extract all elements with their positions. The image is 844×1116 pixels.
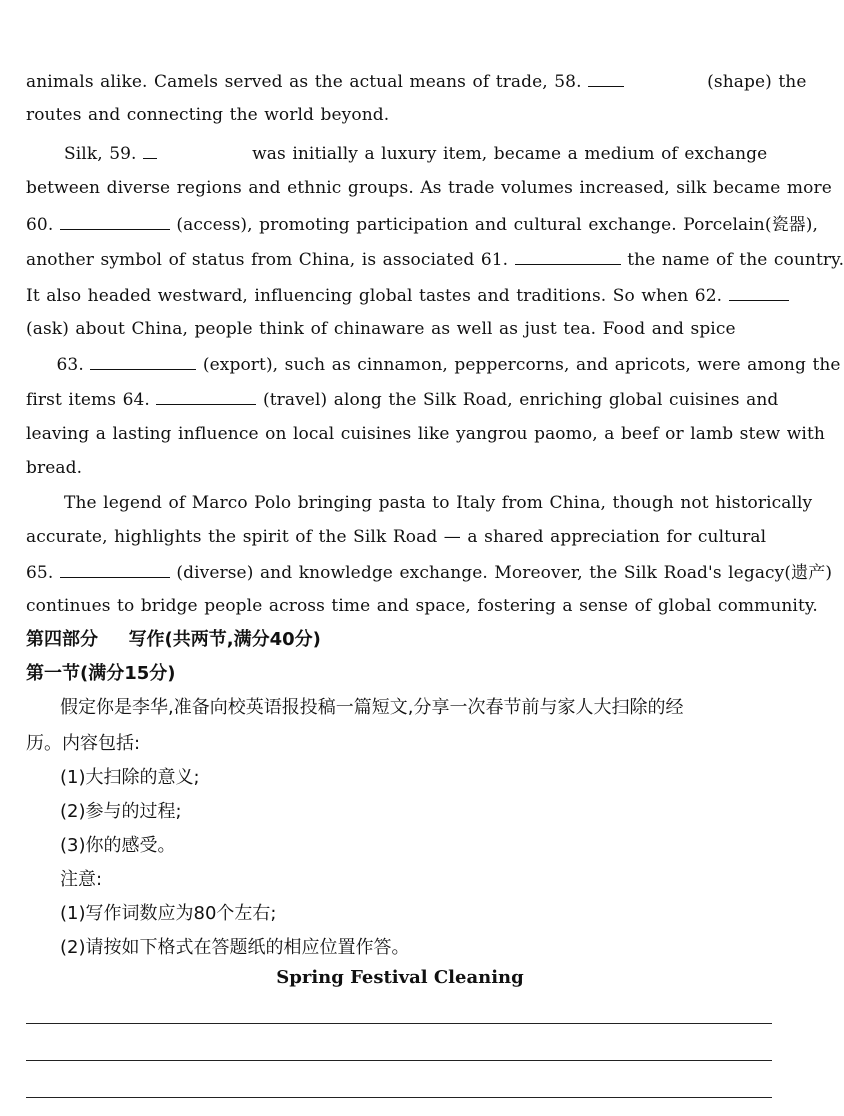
passage-line-4: between diverse regions and ethnic groups. As trade volumes increased, silk became more xyxy=(26,178,832,198)
answer-line[interactable] xyxy=(26,1060,772,1061)
passage-line-14: accurate, highlights the spirit of the Silk Road — a shared appreciation for cultural xyxy=(26,527,767,547)
passage-line-16: continues to bridge people across time and space, fostering a sense of global community. xyxy=(26,596,818,616)
prompt-line-1: 假定你是李华,准备向校英语报投稿一篇短文,分享一次春节前与家人大扫除的经 xyxy=(60,697,684,718)
blank-64[interactable] xyxy=(156,388,256,405)
answer-line[interactable] xyxy=(26,1023,772,1024)
blank-63[interactable] xyxy=(90,353,196,370)
passage-text: the name of the country. xyxy=(627,250,844,270)
passage-text: another symbol of status from China, is associated 61. xyxy=(26,250,509,270)
question-number-60: 60. xyxy=(26,215,54,235)
question-number-63: 63. xyxy=(56,355,84,375)
blank-61[interactable] xyxy=(515,248,621,265)
blank-62[interactable] xyxy=(729,284,789,301)
passage-text: It also headed westward, influencing global tastes and traditions. So when 62. xyxy=(26,286,723,306)
content-item-3: (3)你的感受。 xyxy=(60,835,176,856)
passage-text: (export), such as cinnamon, peppercorns, and apricots, were among the xyxy=(202,355,841,375)
passage-line-8: (ask) about China, people think of chinaware as well as just tea. Food and spice xyxy=(26,319,736,339)
passage-line-15 xyxy=(26,561,833,584)
passage-line-11: leaving a lasting influence on local cuisines like yangrou paomo, a beef or lamb stew with xyxy=(26,424,825,444)
note-item-1: (1)写作词数应为80个左右; xyxy=(60,903,277,924)
passage-line-13: The legend of Marco Polo bringing pasta to Italy from China, though not historically xyxy=(64,493,813,513)
passage-line-7 xyxy=(26,284,778,307)
blank-65[interactable] xyxy=(60,561,170,578)
notes-label: 注意: xyxy=(60,869,103,890)
section-part-label: 第四部分 xyxy=(26,629,98,650)
passage-line-10 xyxy=(26,388,778,411)
blank-59[interactable] xyxy=(143,142,157,159)
blank-58[interactable] xyxy=(588,70,624,87)
passage-text: (travel) along the Silk Road, enriching global cuisines and xyxy=(262,390,779,410)
passage-line-2: routes and connecting the world beyond. xyxy=(26,105,390,125)
note-item-2: (2)请按如下格式在答题纸的相应位置作答。 xyxy=(60,937,410,958)
prompt-line-2: 历。内容包括: xyxy=(26,733,141,754)
passage-text: animals alike. Camels served as the actual means of trade, 58. xyxy=(26,72,582,92)
question-number-65: 65. xyxy=(26,563,54,583)
essay-title: Spring Festival Cleaning xyxy=(276,967,524,988)
passage-line-6 xyxy=(26,248,844,271)
content-item-2: (2)参与的过程; xyxy=(60,801,182,822)
passage-text: (diverse) and knowledge exchange. Moreover, the Silk Road's legacy(遗产) xyxy=(176,563,833,583)
passage-text: Silk, 59. xyxy=(64,144,137,164)
passage-line-12: bread. xyxy=(26,458,83,478)
hint-58: (shape) the xyxy=(707,72,807,92)
passage-text: (access), promoting participation and cultural exchange. Porcelain(瓷器), xyxy=(176,215,819,235)
passage-line-1 xyxy=(26,70,807,93)
passage-line-9 xyxy=(26,353,841,376)
sub-heading: 第一节(满分15分) xyxy=(26,663,176,684)
blank-60[interactable] xyxy=(60,213,170,230)
passage-line-3 xyxy=(64,142,778,165)
answer-line[interactable] xyxy=(26,1097,772,1098)
section-title: 写作(共两节,满分40分) xyxy=(128,629,321,650)
passage-text: first items 64. xyxy=(26,390,150,410)
content-item-1: (1)大扫除的意义; xyxy=(60,767,200,788)
section-heading xyxy=(26,628,778,652)
passage-text: was initially a luxury item, became a medium of exchange xyxy=(252,144,768,164)
passage-line-5 xyxy=(26,213,819,236)
